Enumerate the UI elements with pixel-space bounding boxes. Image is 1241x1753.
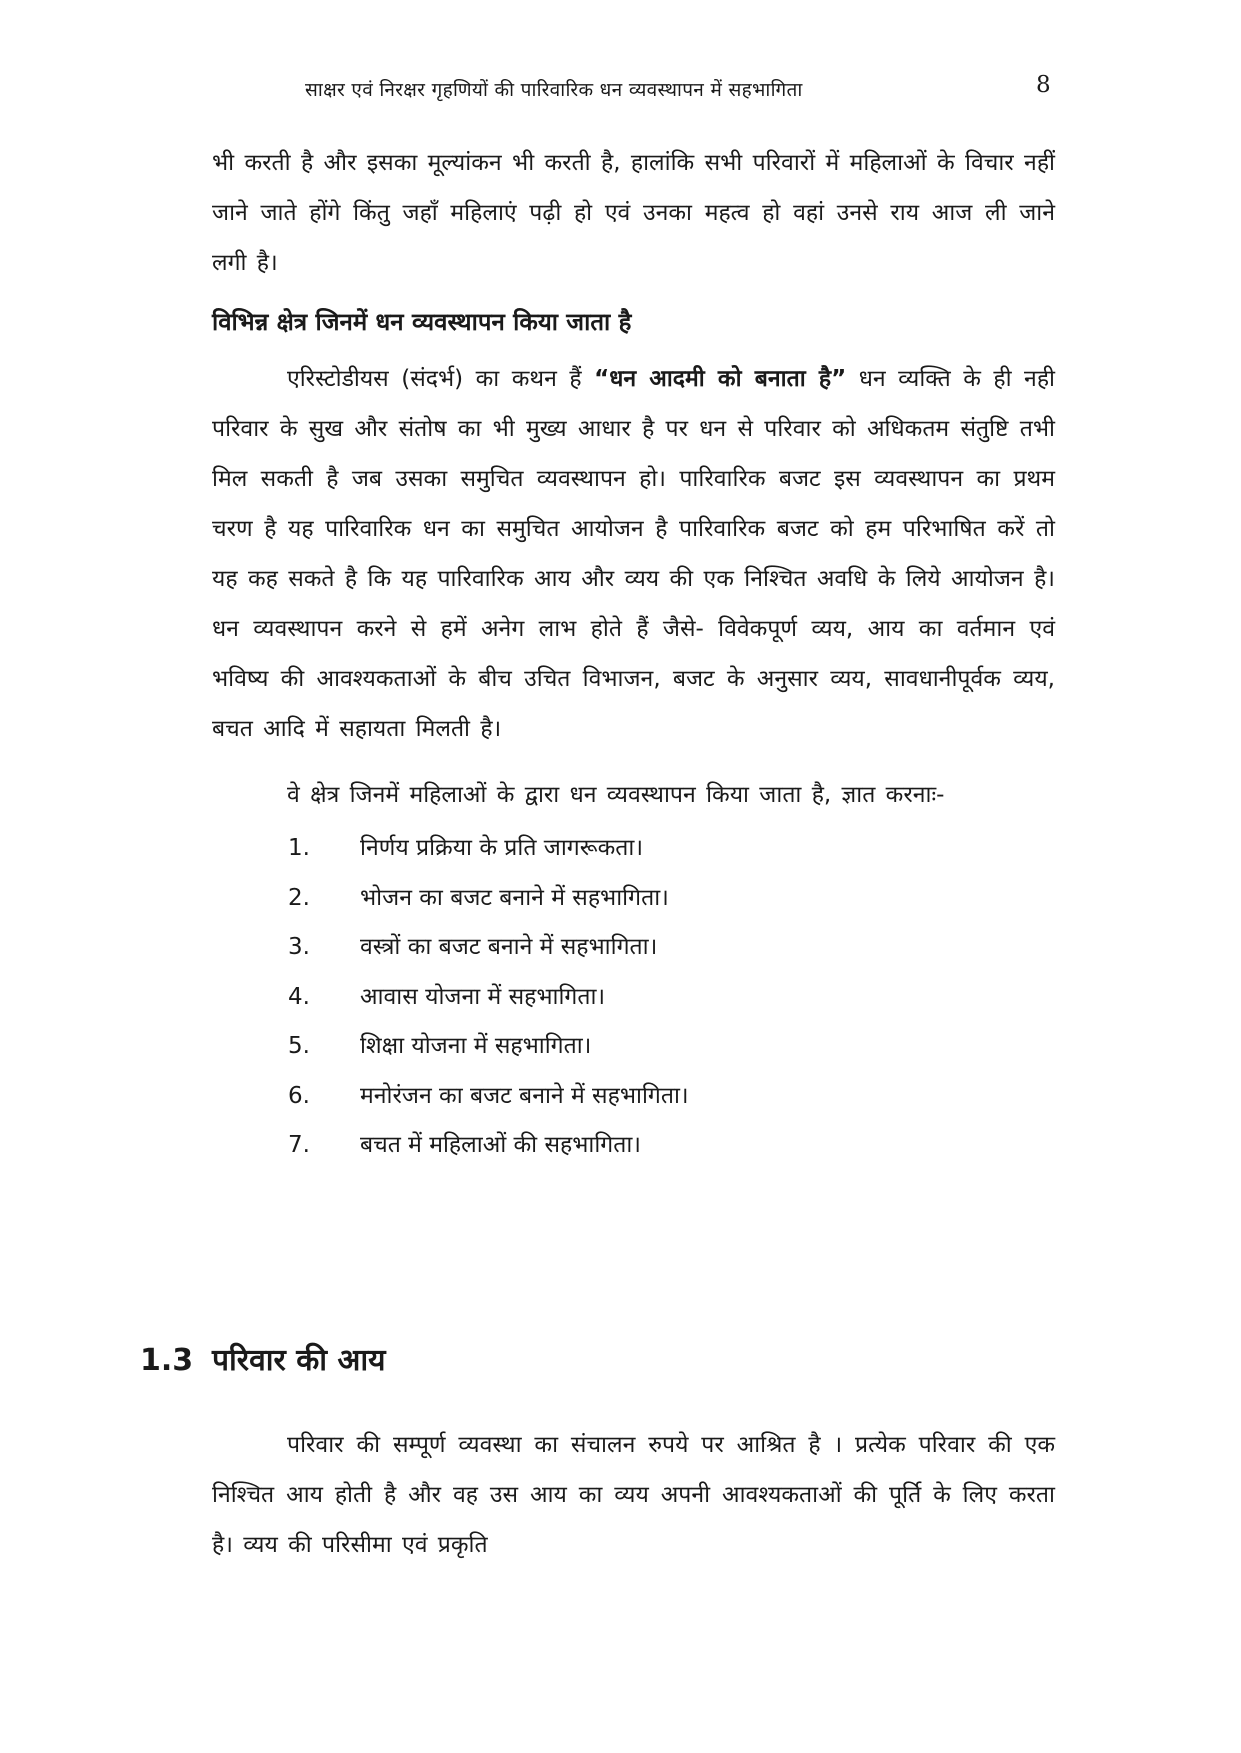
list-item-text: शिक्षा योजना में सहभागिता। <box>360 1033 592 1059</box>
list-item-number: 7. <box>288 1132 310 1158</box>
paragraph-2-rest: धन व्यक्ति के ही नही परिवार के सुख और संतोष का भी मुख्य आधार है पर धन से परिवार को अधिकतम संतुष्टि तभी मिल सकती है जब उसका समुचित व्यवस्थापन हो। पारिवारिक बजट इस व्यवस्थापन का प्रथम चरण है यह पारिवारिक धन का समुचित आयोजन है पारिवारिक बजट को हम परिभाषित करें तो यह कह सकते है कि यह पारिवारिक आय और व्यय की एक निश्चित अवधि के लिये आयोजन है। धन व्यवस्थापन करने से हमें अनेग लाभ होते हैं जैसे- विवेकपूर्ण व्यय, आय का वर्तमान एवं भविष्य की आवश्यकताओं के बीच उचित विभाजन, बजट के अनुसार व्यय, सावधानीपूर्वक व्यय, बचत आदि में सहायता मिलती है। <box>212 366 1055 742</box>
list-item <box>288 973 1055 1023</box>
section-title: परिवार की आय <box>212 1343 386 1378</box>
list-item-text: वस्त्रों का बजट बनाने में सहभागिता। <box>360 934 658 960</box>
list-item <box>288 1022 1055 1072</box>
paragraph-2-quote: “धन आदमी को बनाता है” <box>594 366 847 392</box>
list-item-number: 1. <box>288 835 310 861</box>
section-heading <box>140 1338 386 1379</box>
running-header <box>0 70 1241 110</box>
list-item <box>288 824 1055 874</box>
paragraph-3: वे क्षेत्र जिनमें महिलाओं के द्वारा धन व्यवस्थापन किया जाता है, ज्ञात करनाः- <box>287 782 945 808</box>
list-item <box>288 1072 1055 1122</box>
list-item-text: भोजन का बजट बनाने में सहभागिता। <box>360 884 669 911</box>
areas-list <box>212 824 1055 1171</box>
body-text-upper <box>212 138 1055 1171</box>
list-item-text: निर्णय प्रक्रिया के प्रति जागरूकता। <box>360 835 644 861</box>
paragraph-2 <box>212 354 1055 754</box>
page-number: 8 <box>1036 72 1051 98</box>
body-text-lower <box>212 1420 1055 1570</box>
list-item-number: 2. <box>288 884 310 911</box>
paragraph-2-lead: एरिस्टोडीयस (संदर्भ) का कथन हैं <box>287 366 595 392</box>
subheading-money-management-areas: विभिन्न क्षेत्र जिनमें धन व्यवस्थापन किया जाता है <box>212 308 632 336</box>
list-item <box>288 923 1055 973</box>
section-number: 1.3 <box>140 1343 194 1378</box>
paragraph-4: परिवार की सम्पूर्ण व्यवस्था का संचालन रुपये पर आश्रित है । प्रत्येक परिवार की एक निश्चित आय होती है और वह उस आय का व्यय अपनी आवश्यकताओं की पूर्ति के लिए करता है। व्यय की परिसीमा एवं प्रकृति <box>212 1432 1055 1558</box>
list-item-text: मनोरंजन का बजट बनाने में सहभागिता। <box>360 1082 689 1109</box>
list-item-text: आवास योजना में सहभागिता। <box>360 983 606 1010</box>
paragraph-1: भी करती है और इसका मूल्यांकन भी करती है, हालांकि सभी परिवारों में महिलाओं के विचार नहीं जाने जाते होंगे किंतु जहाँ महिलाएं पढ़ी हो एवं उनका महत्व हो वहां उनसे राय आज ली जाने लगी है। <box>212 150 1055 276</box>
list-item-number: 4. <box>288 983 310 1010</box>
list-item <box>288 1121 1055 1171</box>
list-item-number: 3. <box>288 934 310 960</box>
list-item-number: 5. <box>288 1033 310 1059</box>
running-title: साक्षर एवं निरक्षर गृहणियों की पारिवारिक धन व्यवस्थापन में सहभागिता <box>305 79 803 101</box>
list-item-number: 6. <box>288 1082 310 1109</box>
list-item-text: बचत में महिलाओं की सहभागिता। <box>360 1132 642 1158</box>
list-item <box>288 874 1055 924</box>
